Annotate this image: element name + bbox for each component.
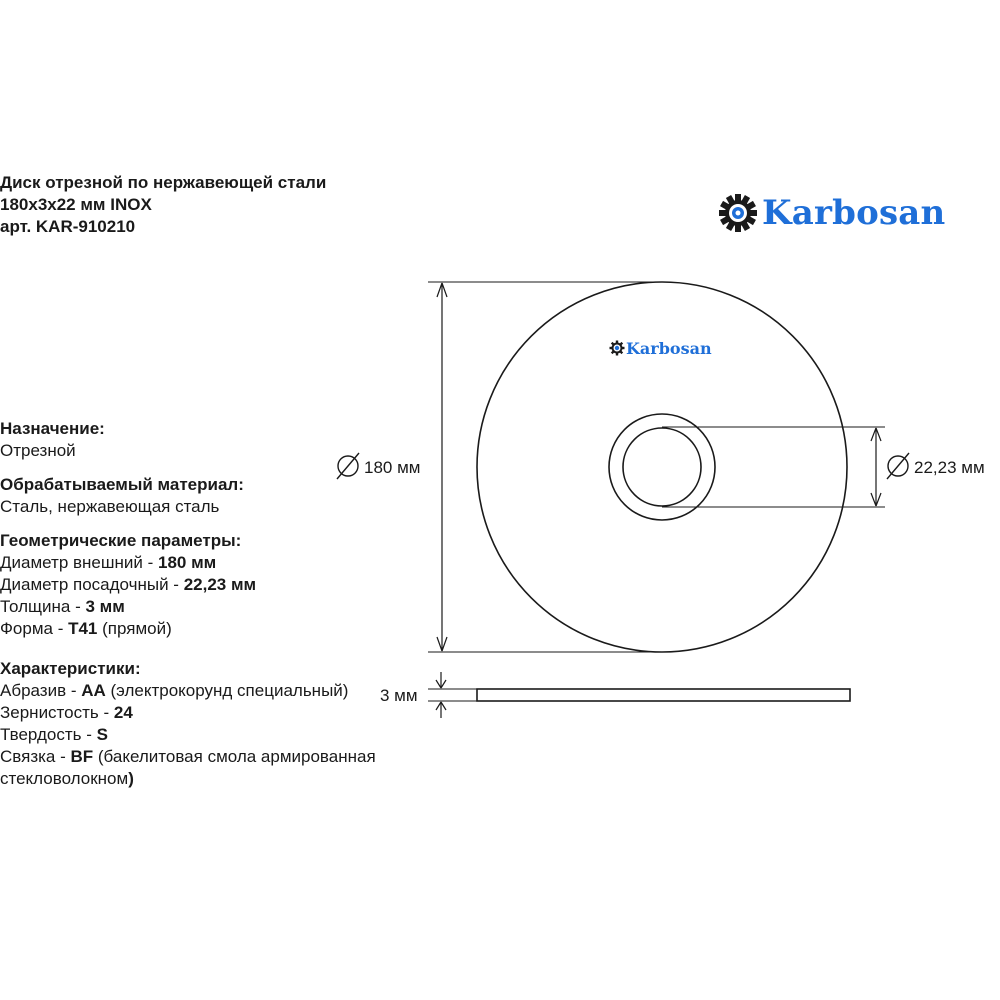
bond-note: (бакелитовая смола армированная [93,747,376,766]
brand-name: Karbosan [762,193,946,233]
disc-logo-text: Karbosan [626,339,712,358]
thickness-row [0,596,440,618]
thickness-value: 3 мм [85,597,125,616]
title-line-1: Диск отрезной по нержавеющей стали [0,173,327,192]
diameter-icon [887,453,909,479]
purpose-heading: Назначение: [0,419,105,438]
outer-diameter-row [0,552,440,574]
grit-row [0,702,440,724]
abrasive-value: AA [81,681,106,700]
outer-diameter-label: Диаметр внешний - [0,553,159,572]
outer-diameter-value: 180 мм [158,553,217,572]
bore-diameter-label: Диаметр посадочный - [0,575,184,594]
hardness-label: Твердость - [0,725,97,744]
bond-close: ) [128,769,134,788]
shape-label: Форма - [0,619,69,638]
material-heading: Обрабатываемый материал: [0,475,244,494]
bore-ring-outer [609,414,715,520]
characteristics-heading: Характеристики: [0,659,141,678]
shape-value: T41 [68,619,98,638]
abrasive-label: Абразив - [0,681,82,700]
title-line-2: 180x3x22 мм INOX [0,195,152,214]
bore-diameter-value: 22,23 мм [183,575,257,594]
bond-row [0,746,440,768]
disc-outer-circle [477,282,847,652]
purpose-value: Отрезной [0,441,76,460]
thickness-label: 3 мм [380,686,418,705]
bond-note-continued: стекловолокном [0,769,129,788]
bore-diameter-row [0,574,440,596]
title-line-3: арт. KAR-910210 [0,217,136,236]
material-value: Сталь, нержавеющая сталь [0,497,220,516]
shape-row [0,618,440,640]
gear-icon [610,341,625,356]
specifications [0,418,440,790]
bore-diameter-dimension [662,427,985,507]
geometry-heading: Геометрические параметры: [0,531,242,550]
grit-label: Зернистость - [0,703,114,722]
bore-diameter-label: 22,23 мм [914,458,985,477]
bore-ring-inner [623,428,701,506]
hardness-row [0,724,440,746]
disc-logo [610,339,712,358]
outer-diameter-label: 180 мм [364,458,421,477]
bond-label: Связка - [0,747,71,766]
bond-value: BF [70,747,94,766]
disc-side-profile [477,689,850,701]
abrasive-row [0,680,440,702]
abrasive-note: (электрокорунд специальный) [105,681,349,700]
hardness-value: S [96,725,108,744]
shape-note: (прямой) [97,619,172,638]
bond-row-continued [0,768,440,790]
thickness-label: Толщина - [0,597,86,616]
grit-value: 24 [113,703,133,722]
